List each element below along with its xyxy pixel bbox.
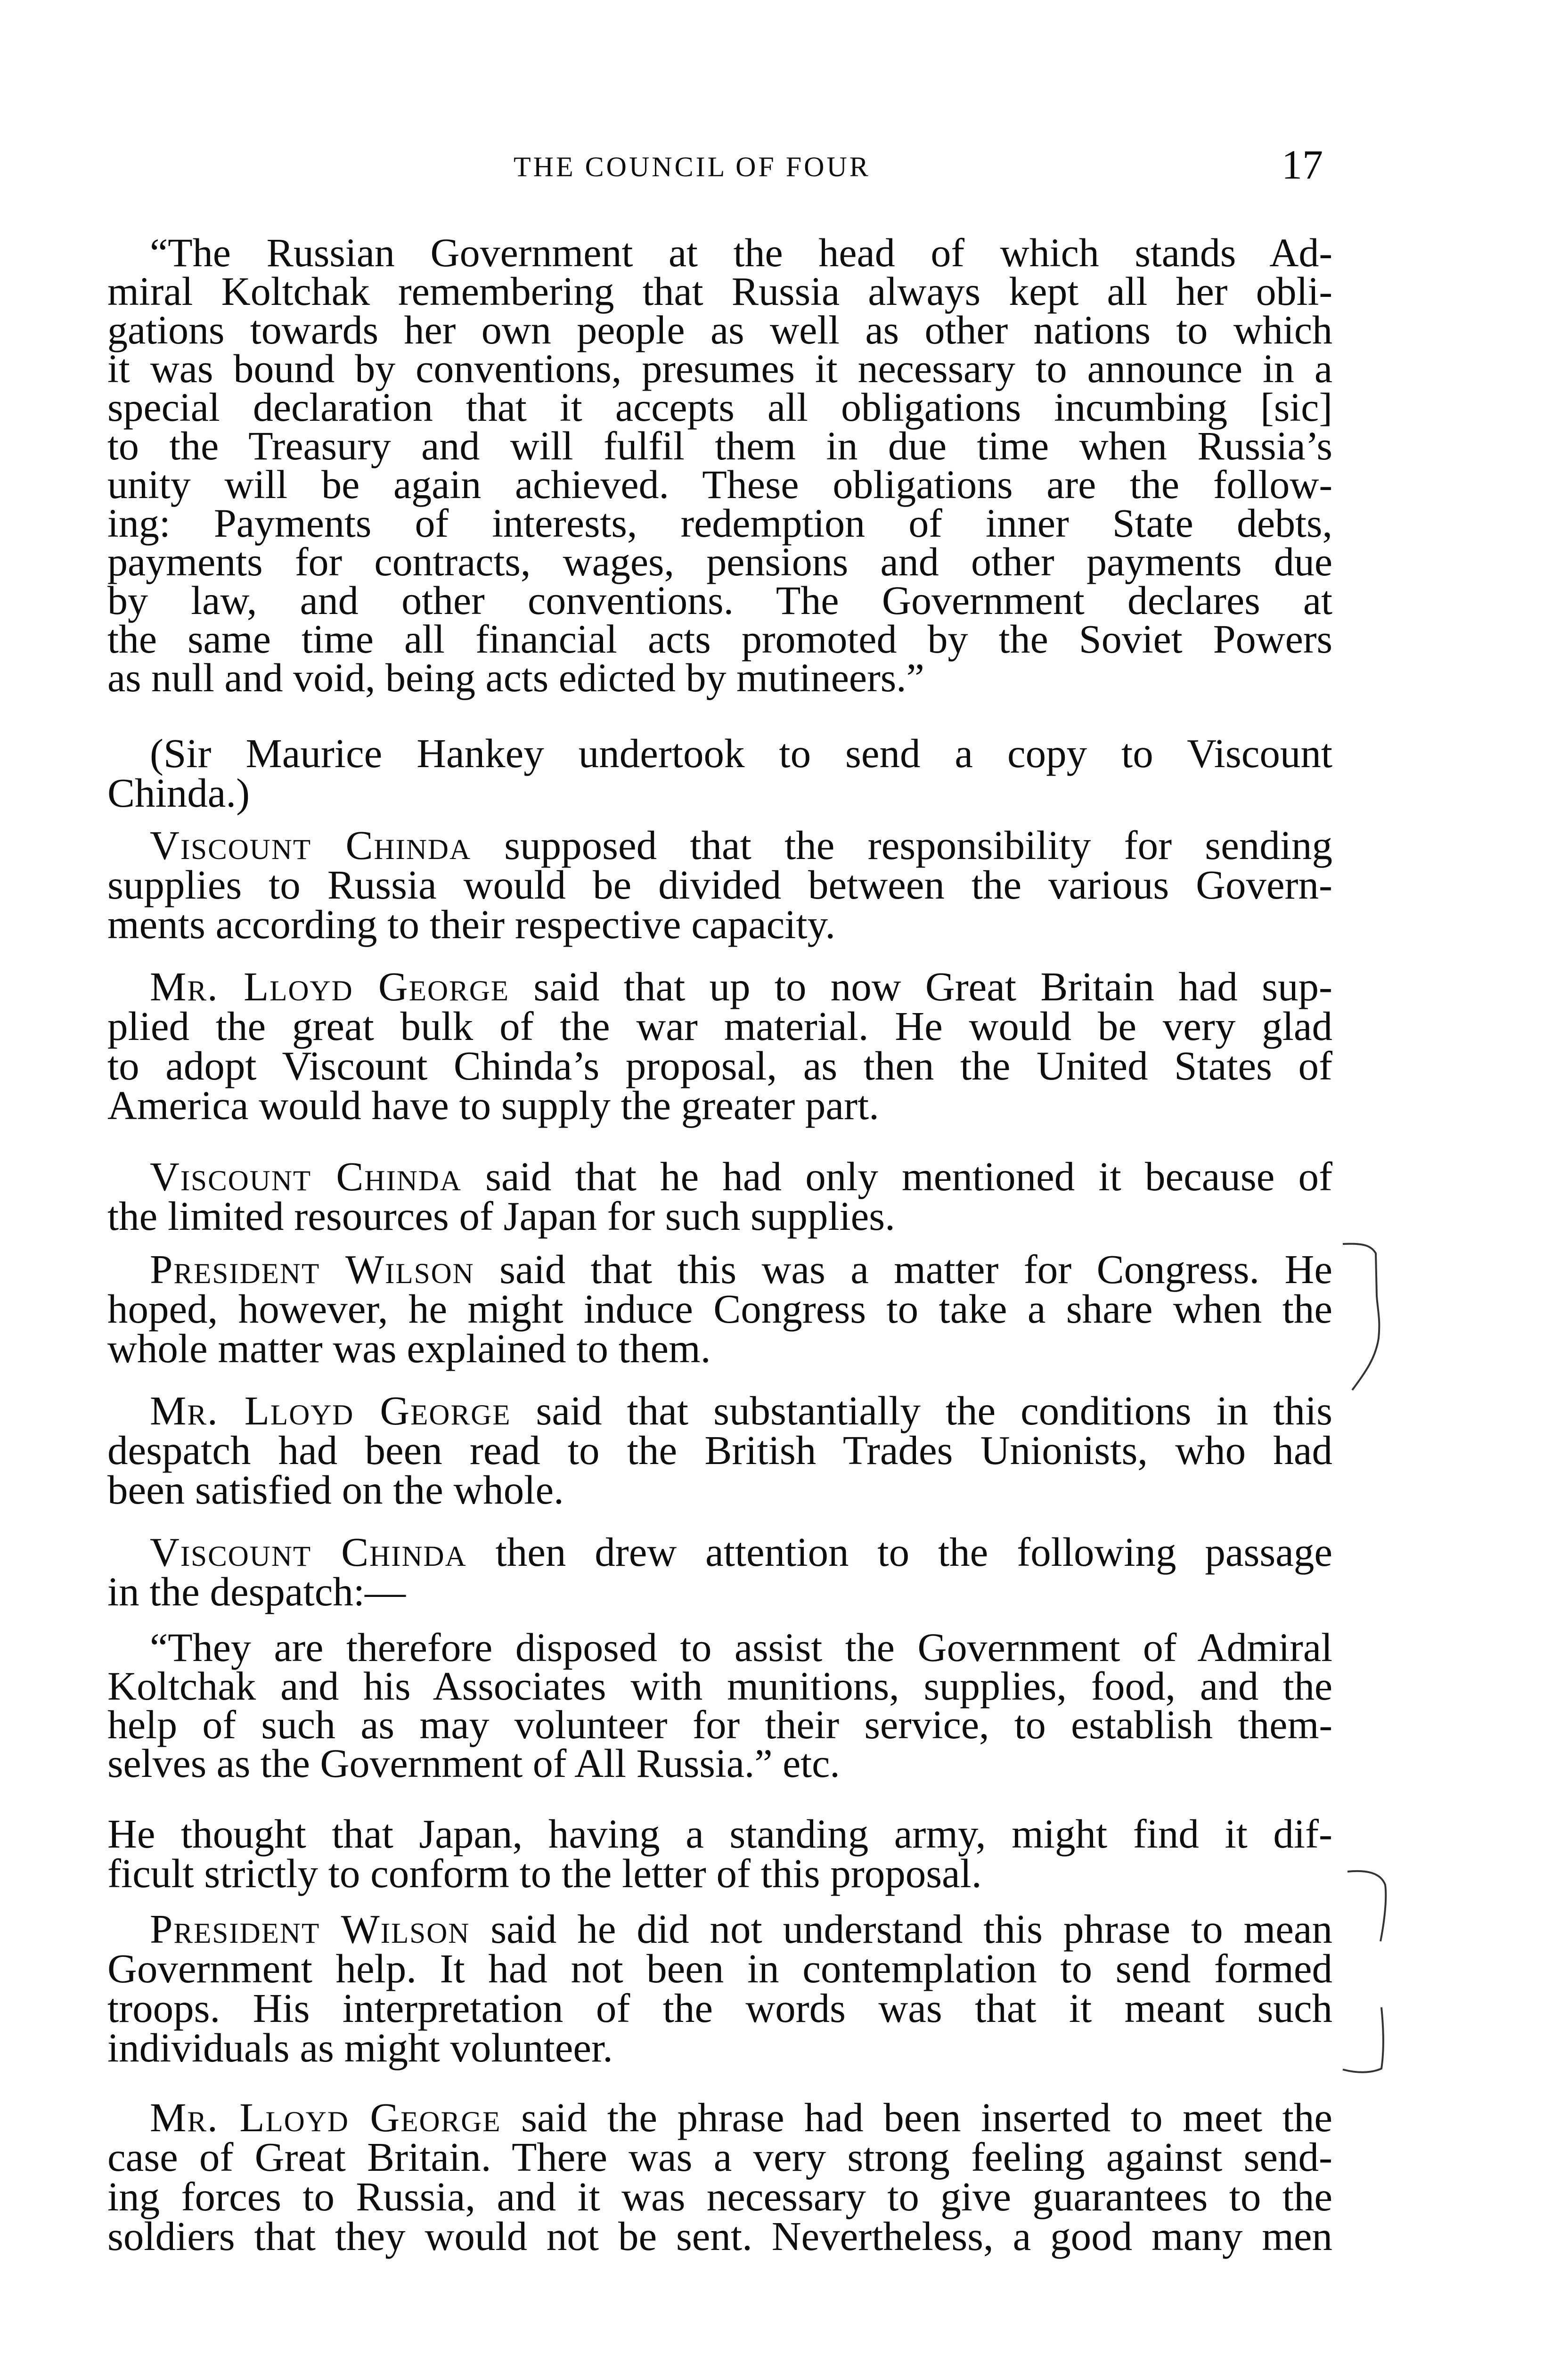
text-line: unity will be again achieved. These obligations are the follow-: [107, 462, 1332, 507]
speaker-name: Viscount Chinda: [150, 1529, 467, 1575]
text-line: Viscount Chinda supposed that the responsibility for sending: [150, 822, 1332, 868]
speaker-name: Viscount Chinda: [150, 1153, 462, 1199]
text-line: Government help. It had not been in contemplation to send formed: [107, 1946, 1332, 1991]
text-line: America would have to supply the greater part.: [107, 1082, 879, 1128]
quote-russian-government: [107, 230, 1332, 700]
text-line: help of such as may volunteer for their service, to establish them-: [107, 1702, 1332, 1747]
paragraph-wilson-volunteer: [107, 1906, 1332, 2070]
speaker-name: Viscount Chinda: [150, 822, 471, 868]
text-line: individuals as might volunteer.: [107, 2025, 613, 2070]
paragraph-chinda-resources: [107, 1153, 1332, 1239]
paragraph-hankey-note: [107, 730, 1332, 816]
text-line: “The Russian Government at the head of which stands Ad-: [150, 230, 1332, 275]
paragraph-lloyd-george-great-britain: [107, 2094, 1333, 2259]
paragraph-chinda-passage: [107, 1529, 1332, 1614]
text-line: “They are therefore disposed to assist the Government of Admiral: [150, 1625, 1332, 1670]
text-line: President Wilson said that this was a matter for Congress. He: [150, 1246, 1332, 1292]
text-line: Mr. Lloyd George said the phrase had been inserted to meet the: [150, 2094, 1333, 2140]
text-line: ments according to their respective capacity.: [107, 901, 836, 947]
text-line: ing: Payments of interests, redemption of inner State debts,: [107, 500, 1332, 546]
text-line: miral Koltchak remembering that Russia always kept all her obli-: [107, 269, 1332, 314]
speaker-name: Mr. Lloyd George: [150, 964, 510, 1009]
text-line: supplies to Russia would be divided between the various Govern-: [107, 862, 1332, 908]
text-line: case of Great Britain. There was a very strong feeling against send-: [107, 2134, 1332, 2180]
running-header: THE COUNCIL OF FOUR: [514, 151, 871, 182]
text-line: it was bound by conventions, presumes it necessary to announce in a: [107, 346, 1332, 391]
text-line: to the Treasury and will fulfil them in due time when Russia’s: [107, 423, 1332, 468]
margin-bracket-mark: [1338, 1866, 1399, 2083]
speaker-name: President Wilson: [150, 1246, 474, 1292]
margin-bracket-mark: [1333, 1239, 1395, 1395]
text-line: been satisfied on the whole.: [107, 1467, 564, 1513]
text-line: Chinda.): [107, 770, 250, 816]
text-line: ficult strictly to conform to the letter of this proposal.: [107, 1850, 982, 1896]
text-line: plied the great bulk of the war material. He would be very glad: [107, 1003, 1332, 1049]
text-line: Viscount Chinda then drew attention to the following passage: [150, 1529, 1332, 1575]
text-line: President Wilson said he did not understand this phrase to mean: [150, 1906, 1332, 1952]
text-line: selves as the Government of All Russia.” etc.: [107, 1741, 840, 1786]
text-line: Koltchak and his Associates with munitions, supplies, food, and the: [107, 1663, 1332, 1709]
paragraph-chinda-supplies: [107, 822, 1332, 947]
text-line: Mr. Lloyd George said that up to now Great Britain had sup-: [150, 964, 1333, 1009]
paragraph-lloyd-george-unionists: [107, 1388, 1333, 1513]
text-line: ing forces to Russia, and it was necessary to give guarantees to the: [107, 2174, 1332, 2219]
text-line: as null and void, being acts edicted by mutineers.”: [107, 655, 924, 700]
speaker-name: President Wilson: [150, 1906, 470, 1952]
paragraph-lloyd-george-war-material: [107, 964, 1333, 1128]
paragraph-wilson-congress: [107, 1246, 1332, 1371]
text-line: Mr. Lloyd George said that substantially the conditions in this: [150, 1388, 1333, 1433]
text-line: soldiers that they would not be sent. Nevertheless, a good many men: [107, 2213, 1332, 2259]
text-line: to adopt Viscount Chinda’s proposal, as then the United States of: [107, 1043, 1332, 1088]
speaker-name: Mr. Lloyd George: [150, 2094, 501, 2140]
text-line: (Sir Maurice Hankey undertook to send a copy to Viscount: [150, 730, 1332, 776]
text-line: He thought that Japan, having a standing army, might find it dif-: [107, 1811, 1332, 1857]
text-line: the limited resources of Japan for such supplies.: [107, 1193, 895, 1239]
quote-despatch: [107, 1625, 1332, 1786]
text-line: whole matter was explained to them.: [107, 1325, 711, 1371]
page-number: 17: [1282, 142, 1323, 188]
text-line: Viscount Chinda said that he had only mentioned it because of: [150, 1153, 1332, 1199]
text-line: gations towards her own people as well as other nations to which: [107, 307, 1332, 352]
text-line: payments for contracts, wages, pensions and other payments due: [107, 539, 1332, 584]
text-line: despatch had been read to the British Trades Unionists, who had: [107, 1427, 1332, 1473]
text-line: in the despatch:—: [107, 1569, 406, 1614]
text-line: troops. His interpretation of the words was that it meant such: [107, 1985, 1332, 2031]
speaker-name: Mr. Lloyd George: [150, 1388, 511, 1433]
paragraph-japan-standing-army: [107, 1811, 1332, 1896]
text-line: by law, and other conventions. The Government declares at: [107, 578, 1332, 623]
text-line: special declaration that it accepts all obligations incumbing [sic]: [107, 384, 1332, 430]
text-line: the same time all financial acts promoted by the Soviet Powers: [107, 616, 1332, 662]
text-line: hoped, however, he might induce Congress to take a share when the: [107, 1286, 1332, 1332]
